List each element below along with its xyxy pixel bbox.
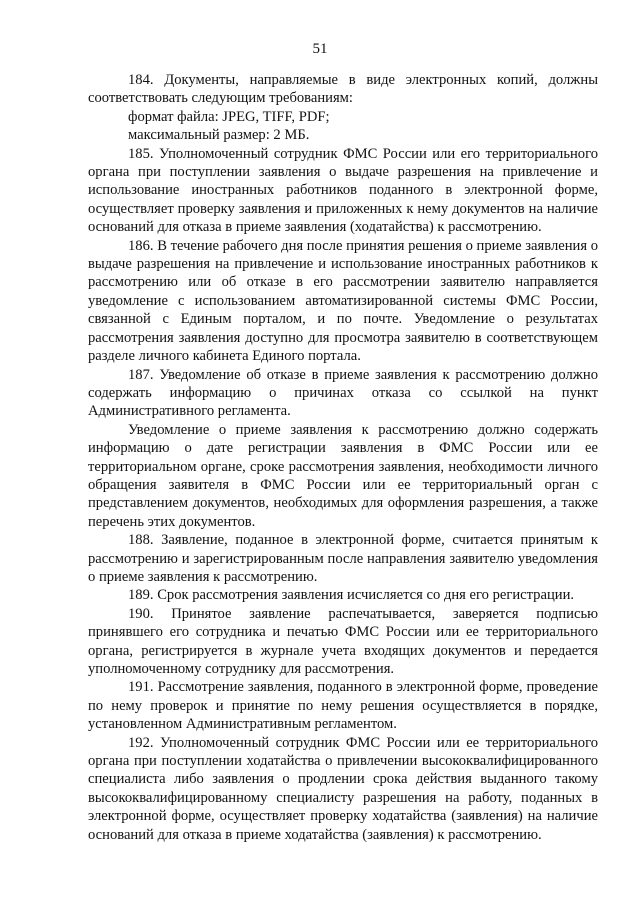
paragraph-187: 187. Уведомление об отказе в приеме заявления к рассмотрению должно содержать информацию о причинах отказа со ссылкой на пункт Административного регламента.	[88, 366, 598, 420]
document-body	[88, 71, 598, 844]
paragraph-188: 188. Заявление, поданное в электронной форме, считается принятым к рассмотрению и зарегистрированным после направления заявителю уведомления о приеме заявления к рассмотрению.	[88, 532, 598, 585]
paragraph-189: 189. Срок рассмотрения заявления исчисляется со дня его регистрации.	[128, 587, 575, 604]
paragraph-187-notice: Уведомление о приеме заявления к рассмотрению должно содержать информацию о дате регистрации заявления в ФМС России или ее территориальном органе, сроке рассмотрения заявления, необходимости личного обращения заявителя в ФМС России или ее территориальный орган с представлением документов, необходимых для оформления разрешения, а также перечень этих документов.	[88, 421, 598, 530]
paragraph-184: 184. Документы, направляемые в виде электронных копий, должны соответствовать следующим требованиям:	[88, 72, 598, 107]
paragraph-184-format: формат файла: JPEG, TIFF, PDF;	[128, 108, 330, 125]
paragraph-185: 185. Уполномоченный сотрудник ФМС России или его территориального органа при поступлении заявления о выдаче разрешения на привлечение и использование иностранных работников поданного в электронной форме, осуществляет проверку заявления и приложенных к нему документов на наличие оснований для отказа в приеме заявления (ходатайства) к рассмотрению.	[88, 145, 598, 236]
paragraph-191: 191. Рассмотрение заявления, поданного в электронной форме, проведение по нему проверок и принятие по нему решения осуществляется в порядке, установленном Административным регламентом.	[88, 679, 598, 733]
page-number: 51	[312, 41, 328, 57]
paragraph-192: 192. Уполномоченный сотрудник ФМС России или ее территориального органа при поступлении ходатайства о привлечении высококвалифицированного специалиста либо заявления о продлении срока действия выданного такому высококвалифицированному специалисту разрешения на работу, поданных в электронной форме, осуществляет проверку ходатайства (заявления) на наличие оснований для отказа в приеме ходатайства (заявления) к рассмотрению.	[88, 734, 598, 843]
paragraph-186: 186. В течение рабочего дня после принятия решения о приеме заявления о выдаче разрешения на привлечение и использование иностранных работников к рассмотрению или об отказе в его рассмотрении заявителю направляется уведомление с использованием автоматизированной системы ФМС России, связанной с Единым порталом, и по почте. Уведомление о результатах рассмотрения заявления доступно для просмотра заявителю в соответствующем разделе личного кабинета Единого портала.	[88, 237, 598, 365]
paragraph-190: 190. Принятое заявление распечатывается, заверяется подписью принявшего его сотрудника и печатью ФМС России или ее территориального органа, регистрируется в журнале учета входящих документов и передается уполномоченному сотруднику для рассмотрения.	[88, 605, 598, 677]
paragraph-184-size: максимальный размер: 2 МБ.	[128, 127, 310, 144]
